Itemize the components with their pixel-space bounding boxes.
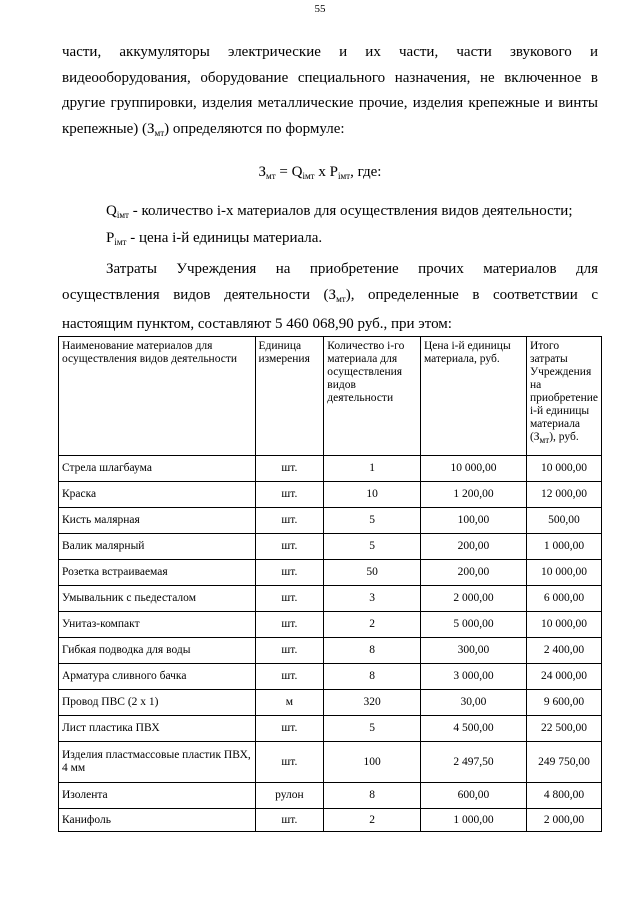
formula xyxy=(0,164,640,181)
cell-name: Изолента xyxy=(59,783,256,809)
cell-qty: 2 xyxy=(324,809,421,832)
cell-price: 200,00 xyxy=(420,560,526,586)
def-q-sub: iмт xyxy=(116,210,129,220)
intro-text: части, аккумуляторы электрические и их части, части звукового и видеооборудования, оборудование специального назначения, не включенное в другие группировки, изделия металлические прочие, изделия крепежные и винты крепежные) xyxy=(62,44,598,137)
cell-total: 10 000,00 xyxy=(526,612,601,638)
costs-sub: мт xyxy=(336,293,346,304)
cell-name: Гибкая подводка для воды xyxy=(59,638,256,664)
cell-name: Канифоль xyxy=(59,809,256,832)
table-row xyxy=(59,664,602,690)
cell-qty: 8 xyxy=(324,638,421,664)
table-row xyxy=(59,809,602,832)
formula-eq: = Q xyxy=(275,164,303,180)
cell-total: 500,00 xyxy=(526,508,601,534)
cell-price: 1 000,00 xyxy=(420,809,526,832)
table-row xyxy=(59,586,602,612)
cell-unit: шт. xyxy=(255,534,324,560)
def-p-text: - цена i-й единицы материала. xyxy=(126,230,323,246)
cell-name: Провод ПВС (2 х 1) xyxy=(59,690,256,716)
def-p-sub: iмт xyxy=(114,237,127,247)
header-total-sub: мт xyxy=(539,435,550,445)
cell-total: 24 000,00 xyxy=(526,664,601,690)
cell-price: 2 497,50 xyxy=(420,742,526,783)
cell-total: 2 000,00 xyxy=(526,809,601,832)
table-row xyxy=(59,534,602,560)
header-total xyxy=(526,337,601,456)
table-row xyxy=(59,482,602,508)
table-row xyxy=(59,612,602,638)
cell-unit: шт. xyxy=(255,560,324,586)
definition-p xyxy=(106,230,322,247)
cell-qty: 10 xyxy=(324,482,421,508)
def-q-text: - количество i-х материалов для осуществления видов деятельности; xyxy=(128,203,573,219)
cell-unit: м xyxy=(255,690,324,716)
cell-price: 30,00 xyxy=(420,690,526,716)
cell-price: 1 200,00 xyxy=(420,482,526,508)
cell-price: 4 500,00 xyxy=(420,716,526,742)
table-row xyxy=(59,456,602,482)
header-total-text: Итого затраты Учреждения на приобретение i-й единицы материала (З xyxy=(529,340,599,443)
cell-price: 300,00 xyxy=(420,638,526,664)
header-name: Наименование материалов для осуществления видов деятельности xyxy=(59,337,256,456)
cell-qty: 320 xyxy=(324,690,421,716)
cell-name: Валик малярный xyxy=(59,534,256,560)
cell-qty: 8 xyxy=(324,664,421,690)
cell-unit: шт. xyxy=(255,638,324,664)
cell-total: 10 000,00 xyxy=(526,560,601,586)
formula-p-sub: iмт xyxy=(337,171,351,181)
cell-total: 4 800,00 xyxy=(526,783,601,809)
cell-qty: 5 xyxy=(324,534,421,560)
cell-price: 600,00 xyxy=(420,783,526,809)
cell-unit: шт. xyxy=(255,456,324,482)
page-number: 55 xyxy=(314,3,326,15)
intro-text-end: ) определяются по формуле: xyxy=(164,120,345,137)
table-row xyxy=(59,638,602,664)
def-q-symbol: Q xyxy=(106,203,117,219)
cell-price: 200,00 xyxy=(420,534,526,560)
intro-paragraph: части, аккумуляторы электрические и их части, части звукового и видеооборудования, оборудование специального назначения, не включенное в другие группировки, изделия металлические прочие, изделия крепежные и винты крепежные) $(З_{мт})$ определяются по формуле: xyxy=(62,44,598,138)
cell-name: Арматура сливного бачка xyxy=(59,664,256,690)
cell-unit: шт. xyxy=(255,809,324,832)
formula-z-sub: мт xyxy=(266,171,276,181)
cell-qty: 5 xyxy=(324,508,421,534)
cell-name: Унитаз-компакт xyxy=(59,612,256,638)
cell-total: 9 600,00 xyxy=(526,690,601,716)
cell-name: Изделия пластмассовые пластик ПВХ, 4 мм xyxy=(59,742,256,783)
header-total-end: ), руб. xyxy=(549,431,579,443)
cell-name: Стрела шлагбаума xyxy=(59,456,256,482)
intro-symbol-sub: мт xyxy=(154,127,165,138)
cell-qty: 100 xyxy=(324,742,421,783)
cell-unit: шт. xyxy=(255,742,324,783)
costs-paragraph xyxy=(62,257,598,338)
costs-text: Затраты Учреждения на приобретение прочих материалов для осуществления видов деятельности (З xyxy=(62,261,598,303)
cell-qty: 3 xyxy=(324,586,421,612)
cell-price: 3 000,00 xyxy=(420,664,526,690)
table-row xyxy=(59,508,602,534)
header-qty: Количество i-го материала для осуществления видов деятельности xyxy=(324,337,421,456)
cell-name: Кисть малярная xyxy=(59,508,256,534)
cell-name: Краска xyxy=(59,482,256,508)
cell-price: 2 000,00 xyxy=(420,586,526,612)
cell-price: 10 000,00 xyxy=(420,456,526,482)
cell-total: 1 000,00 xyxy=(526,534,601,560)
def-p-symbol: P xyxy=(106,230,115,246)
cell-total: 10 000,00 xyxy=(526,456,601,482)
cell-total: 22 500,00 xyxy=(526,716,601,742)
cell-total: 12 000,00 xyxy=(526,482,601,508)
table-row xyxy=(59,783,602,809)
table-row xyxy=(59,560,602,586)
cell-name: Умывальник с пьедесталом xyxy=(59,586,256,612)
cell-unit: шт. xyxy=(255,586,324,612)
header-unit: Единица измерения xyxy=(255,337,324,456)
formula-q-sub: iмт xyxy=(302,171,315,181)
cell-unit: рулон xyxy=(255,783,324,809)
cell-unit: шт. xyxy=(255,664,324,690)
cell-total: 249 750,00 xyxy=(526,742,601,783)
cell-total: 2 400,00 xyxy=(526,638,601,664)
formula-end: , где: xyxy=(350,164,382,180)
cell-price: 100,00 xyxy=(420,508,526,534)
formula-z: З xyxy=(258,164,267,180)
cell-qty: 2 xyxy=(324,612,421,638)
cell-qty: 50 xyxy=(324,560,421,586)
intro-symbol: З xyxy=(147,120,155,137)
cell-qty: 5 xyxy=(324,716,421,742)
materials-table xyxy=(58,336,602,832)
cell-unit: шт. xyxy=(255,716,324,742)
cell-unit: шт. xyxy=(255,482,324,508)
header-price: Цена i-й единицы материала, руб. xyxy=(420,337,526,456)
table-row xyxy=(59,742,602,783)
cell-total: 6 000,00 xyxy=(526,586,601,612)
cell-unit: шт. xyxy=(255,612,324,638)
cell-name: Лист пластика ПВХ xyxy=(59,716,256,742)
cell-price: 5 000,00 xyxy=(420,612,526,638)
cell-unit: шт. xyxy=(255,508,324,534)
table-header-row xyxy=(59,337,602,456)
table-row xyxy=(59,690,602,716)
formula-mid: x P xyxy=(314,164,338,180)
cell-qty: 1 xyxy=(324,456,421,482)
costs-text-end: ), определенные в соответствии с настоящим пунктом, составляют 5 460 068,90 руб., при этом: xyxy=(62,286,598,332)
cell-qty: 8 xyxy=(324,783,421,809)
definition-q xyxy=(106,203,573,220)
cell-name: Розетка встраиваемая xyxy=(59,560,256,586)
table-row xyxy=(59,716,602,742)
